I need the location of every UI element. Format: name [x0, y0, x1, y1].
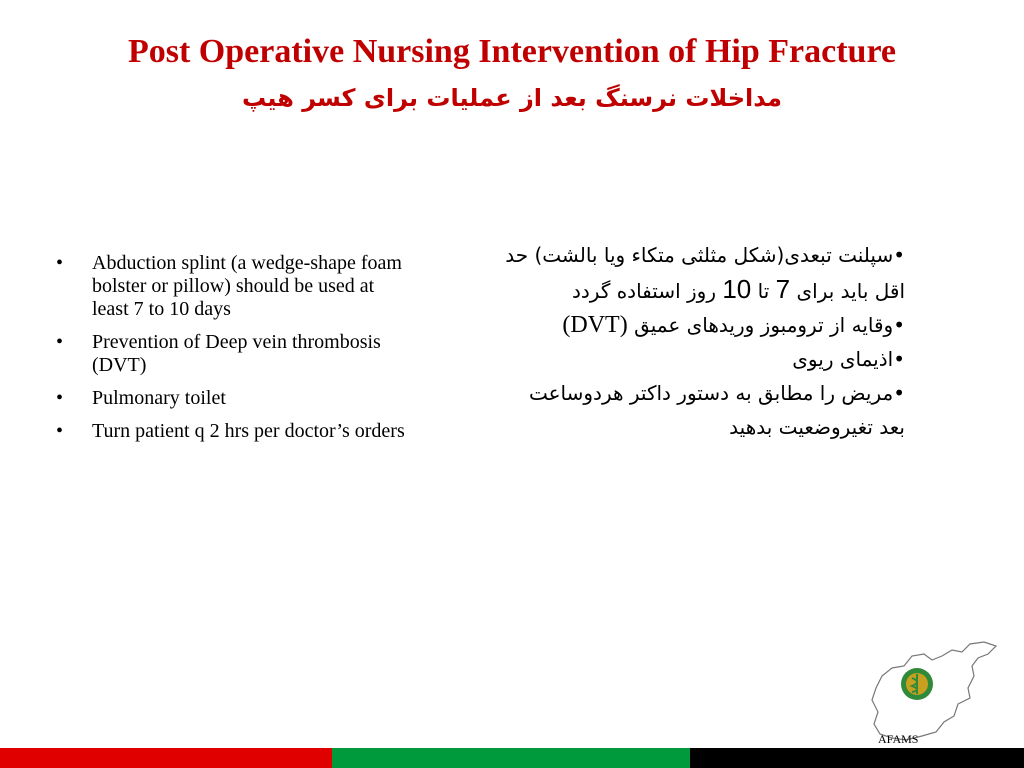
- bullet-icon: •: [56, 420, 64, 442]
- footer-bar-black: [690, 748, 1024, 768]
- slide-title-english: Post Operative Nursing Intervention of Hip Fracture: [127, 33, 897, 70]
- list-item: • Turn patient q 2 hrs per doctor’s orders: [56, 420, 405, 442]
- list-item: •اذیمای ریوی: [792, 347, 905, 371]
- bullet-icon: •: [56, 252, 64, 274]
- footer-org-label: AFAMS: [878, 732, 919, 746]
- persian-bullet-list: [500, 238, 905, 444]
- footer-bar-green: [332, 748, 690, 768]
- map-outline: [872, 642, 996, 740]
- bullet-icon: •: [56, 387, 64, 409]
- footer-bar-red: [0, 748, 332, 768]
- list-item: •سپلنت تبعدی(شکل مثلثی متکاء ویا بالشت) حد اقل باید برای 7 تا 10 روز استفاده گردد: [505, 243, 905, 304]
- list-item: •مریض را مطابق به دستور داکتر هردوساعت بعد تغیروضعیت بدهید: [528, 381, 905, 439]
- list-item: • Pulmonary toilet: [56, 387, 226, 409]
- slide-title-persian: مداخلات نرسنگ بعد از عملیات برای کسر هیپ: [242, 84, 782, 112]
- list-item: •وقایه از ترومبوز وریدهای عمیق (DVT): [562, 312, 905, 338]
- list-item: • Prevention of Deep vein thrombosis (DVT): [56, 331, 381, 376]
- bullet-icon: •: [56, 331, 64, 353]
- list-item: • Abduction splint (a wedge-shape foam bolster or pillow) should be used at least 7 to 10 days: [56, 252, 402, 320]
- english-bullet-list: [56, 252, 406, 453]
